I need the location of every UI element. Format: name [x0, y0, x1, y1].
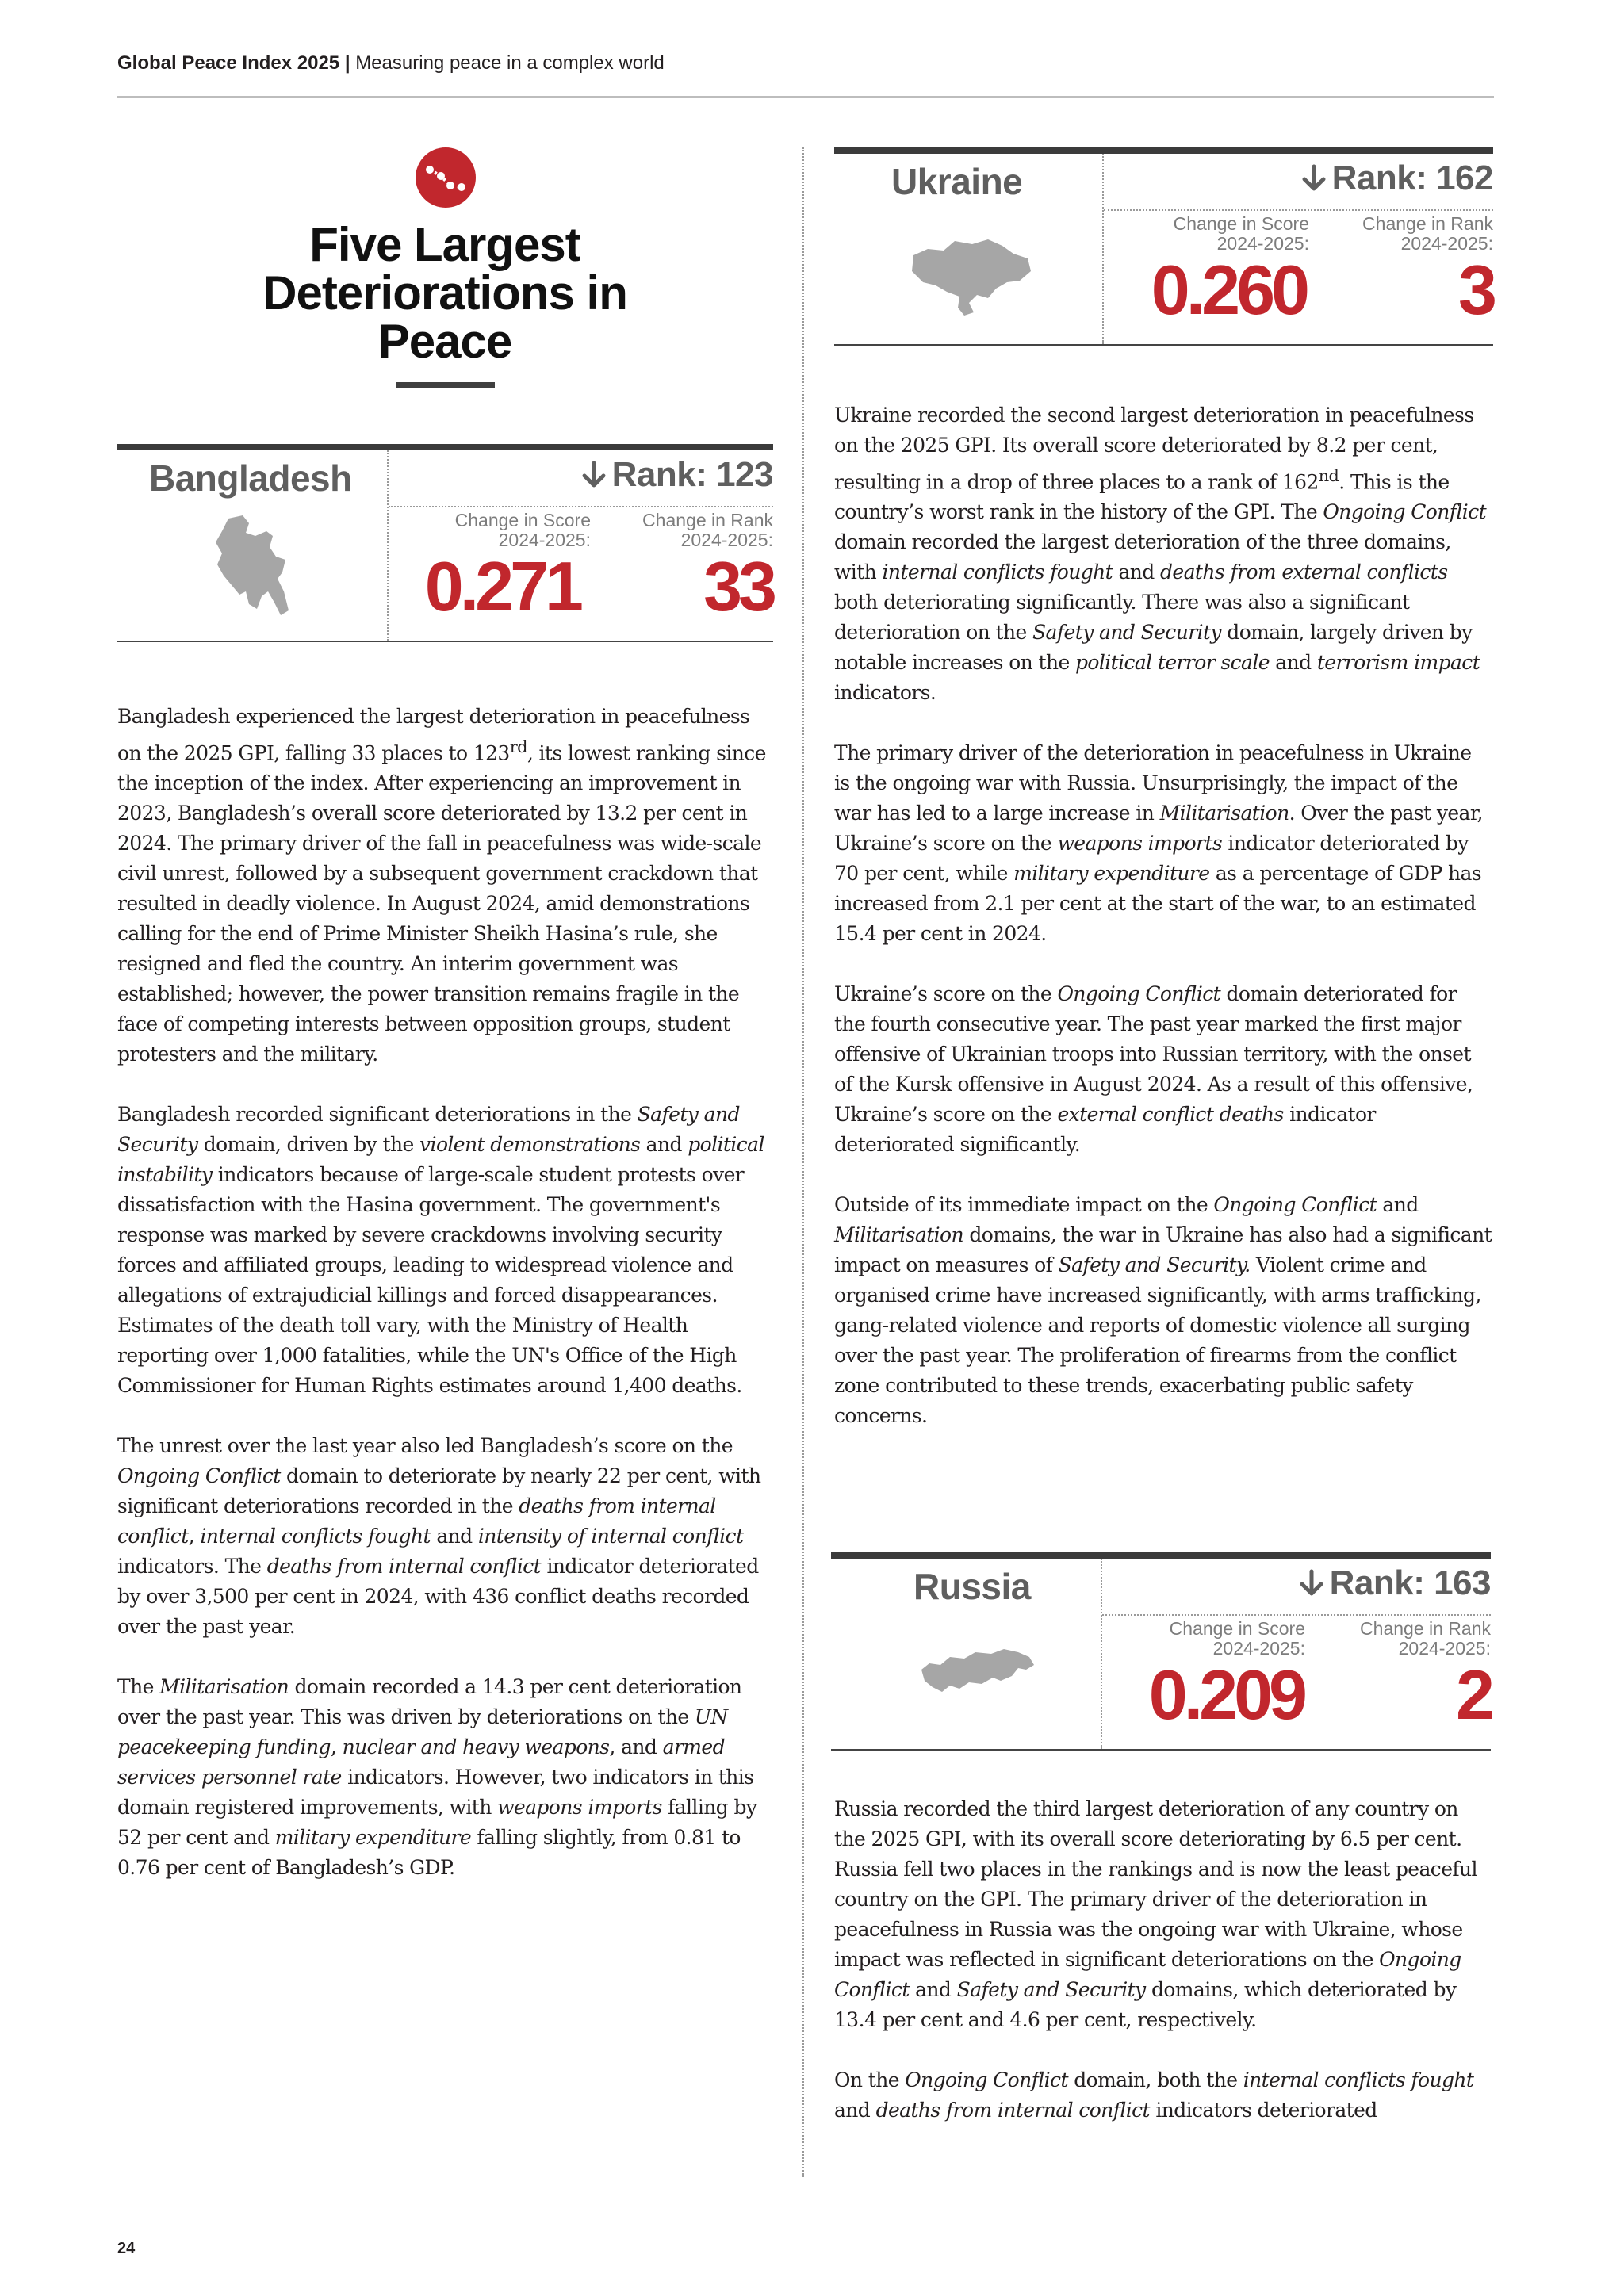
score-change-value: 0.209 — [1148, 1655, 1304, 1734]
country-name: Ukraine — [891, 161, 1023, 202]
rank-label: Rank: 162 — [1300, 159, 1493, 198]
header-rule — [117, 96, 1494, 98]
rank-label: Rank: 123 — [580, 455, 773, 495]
report-title: Global Peace Index 2025 — [117, 52, 340, 74]
paragraph: On the Ongoing Conflict domain, both the internal conflicts fought and deaths from internal conflict indicators deteriorated — [834, 2068, 1474, 2122]
header-separator: | — [344, 52, 350, 74]
paragraph: The primary driver of the deterioration in peacefulness in Ukraine is the ongoing war with Russia. Unsurprisingly, the impact of the war has led to a large increase in Militarisation. Over the past year, Ukraine’s score on the weapons imports indicator deteriorated by 70 per cent, while military expenditure as a percentage of GDP has increased from 2.1 per cent at the start of the war, to an estimated 15.4 per cent in 2024. — [834, 741, 1483, 946]
rank-label: Rank: 163 — [1298, 1563, 1491, 1603]
ukraine-map-icon — [909, 236, 1034, 319]
paragraph: The Militarisation domain recorded a 14.3 per cent deterioration over the past year. This was driven by deteriorations on the UN peacekeeping funding, nuclear and heavy weapons, and armed services personnel rate indicators. However, two indicators in this domain registered improvements, with weapons imports falling by 52 per cent and military expenditure falling slightly, from 0.81 to 0.76 per cent of Bangladesh’s GDP. — [117, 1675, 757, 1880]
paragraph: Bangladesh recorded significant deteriorations in the Safety and Security domain, driven by the violent demonstrations and political instability indicators because of large-scale student protests over dissatisfaction with the Hasina government. The government's response was marked by severe crackdowns involving security forces and affiliated groups, leading to widespread violence and allegations of extrajudicial killings and forced disappearances. Estimates of the death toll vary, with the Ministry of Health reporting over 1,000 fatalities, while the UN's Office of the High Commissioner for Human Rights estimates around 1,400 deaths. — [117, 1103, 764, 1398]
rank-change-label: Change in Rank 2024-2025: — [1362, 213, 1493, 254]
country-card-ukraine — [834, 147, 1493, 346]
section-title: Five Largest Deteriorations in Peace — [262, 218, 627, 368]
arrow-down-icon — [580, 460, 607, 490]
arrow-down-icon — [1298, 1568, 1325, 1598]
ukraine-article — [834, 400, 1492, 1461]
paragraph: Bangladesh experienced the largest deterioration in peacefulness on the 2025 GPI, falling 33 places to 123rd, its lowest ranking since the inception of the index. After experiencing an improvement in 2023, Bangladesh’s overall score deteriorated by 13.2 per cent in 2024. The primary driver of the fall in peacefulness was wide-scale civil unrest, followed by a subsequent government crackdown that resulted in deadly violence. In August 2024, amid demonstrations calling for the end of Prime Minister Sheikh Hasina’s rule, she resigned and fled the country. An interim government was established; however, the power transition remains fragile in the face of competing interests between opposition groups, student protesters and the military. — [117, 705, 766, 1066]
report-subtitle: Measuring peace in a complex world — [355, 52, 665, 74]
russia-map-icon — [918, 1646, 1036, 1697]
score-change-label: Change in Score 2024-2025: — [1173, 213, 1309, 254]
country-name: Russia — [914, 1566, 1031, 1607]
title-underline — [396, 382, 495, 388]
paragraph: Ukraine recorded the second largest deterioration in peacefulness on the 2025 GPI. Its overall score deteriorated by 8.2 per cent, resulting in a drop of three places to a rank of 162nd. This is the country’s worst rank in the history of the GPI. The Ongoing Conflict domain recorded the largest deterioration of the three domains, with internal conflicts fought and deaths from external conflicts both deteriorating significantly. There was also a significant deterioration on the Safety and Security domain, largely driven by notable increases on the political terror scale and terrorism impact indicators. — [834, 404, 1487, 705]
rank-change-value: 3 — [1458, 251, 1493, 329]
country-card-russia — [831, 1552, 1491, 1751]
country-card-bangladesh — [117, 444, 773, 642]
column-divider — [802, 147, 804, 2177]
score-change-label: Change in Score 2024-2025: — [1169, 1618, 1305, 1659]
rank-change-label: Change in Rank 2024-2025: — [1360, 1618, 1491, 1659]
paragraph: Ukraine’s score on the Ongoing Conflict domain deteriorated for the fourth consecutive year. The past year marked the first major offensive of Ukrainian troops into Russian territory, with the onset of the Kursk offensive in August 2024. As a result of this offensive, Ukraine’s score on the external conflict deaths indicator deteriorated significantly. — [834, 982, 1473, 1157]
bangladesh-map-icon — [211, 512, 290, 618]
paragraph: The unrest over the last year also led Bangladesh’s score on the Ongoing Conflict domain to deteriorate by nearly 22 per cent, with significant deteriorations recorded in the deaths from internal conflict, internal conflicts fought and intensity of internal conflict indicators. The deaths from internal conflict indicator deteriorated by over 3,500 per cent in 2024, with 436 conflict deaths recorded over the past year. — [117, 1434, 761, 1639]
score-change-label: Change in Score 2024-2025: — [454, 510, 591, 550]
arrow-down-icon — [1300, 163, 1327, 193]
rank-change-label: Change in Rank 2024-2025: — [642, 510, 773, 550]
rank-change-value: 33 — [703, 547, 773, 626]
bangladesh-article — [117, 702, 776, 1913]
score-change-value: 0.271 — [424, 547, 580, 626]
paragraph: Outside of its immediate impact on the Ongoing Conflict and Militarisation domains, the war in Ukraine has also had a significant impact on measures of Safety and Security. Violent crime and organised crime have increased significantly, with arms trafficking, gang-related violence and reports of domestic violence all surging over the past year. The proliferation of firearms from the conflict zone contributed to these trends, exacerbating public safety concerns. — [834, 1193, 1492, 1428]
paragraph: Russia recorded the third largest deterioration of any country on the 2025 GPI, with its overall score deteriorating by 6.5 per cent. Russia fell two places in the rankings and is now the least peaceful country on the GPI. The primary driver of the deterioration in peacefulness in Russia was the ongoing war with Ukraine, whose impact was reflected in significant deteriorations on the Ongoing Conflict and Safety and Security domains, which deteriorated by 13.4 per cent and 4.6 per cent, respectively. — [834, 1797, 1477, 2031]
running-header — [117, 52, 665, 75]
country-name: Bangladesh — [149, 457, 352, 499]
russia-article — [834, 1794, 1492, 2156]
trend-line-icon — [416, 147, 476, 208]
rank-change-value: 2 — [1456, 1655, 1491, 1734]
score-change-value: 0.260 — [1151, 251, 1306, 329]
page-number: 24 — [117, 2240, 136, 2257]
